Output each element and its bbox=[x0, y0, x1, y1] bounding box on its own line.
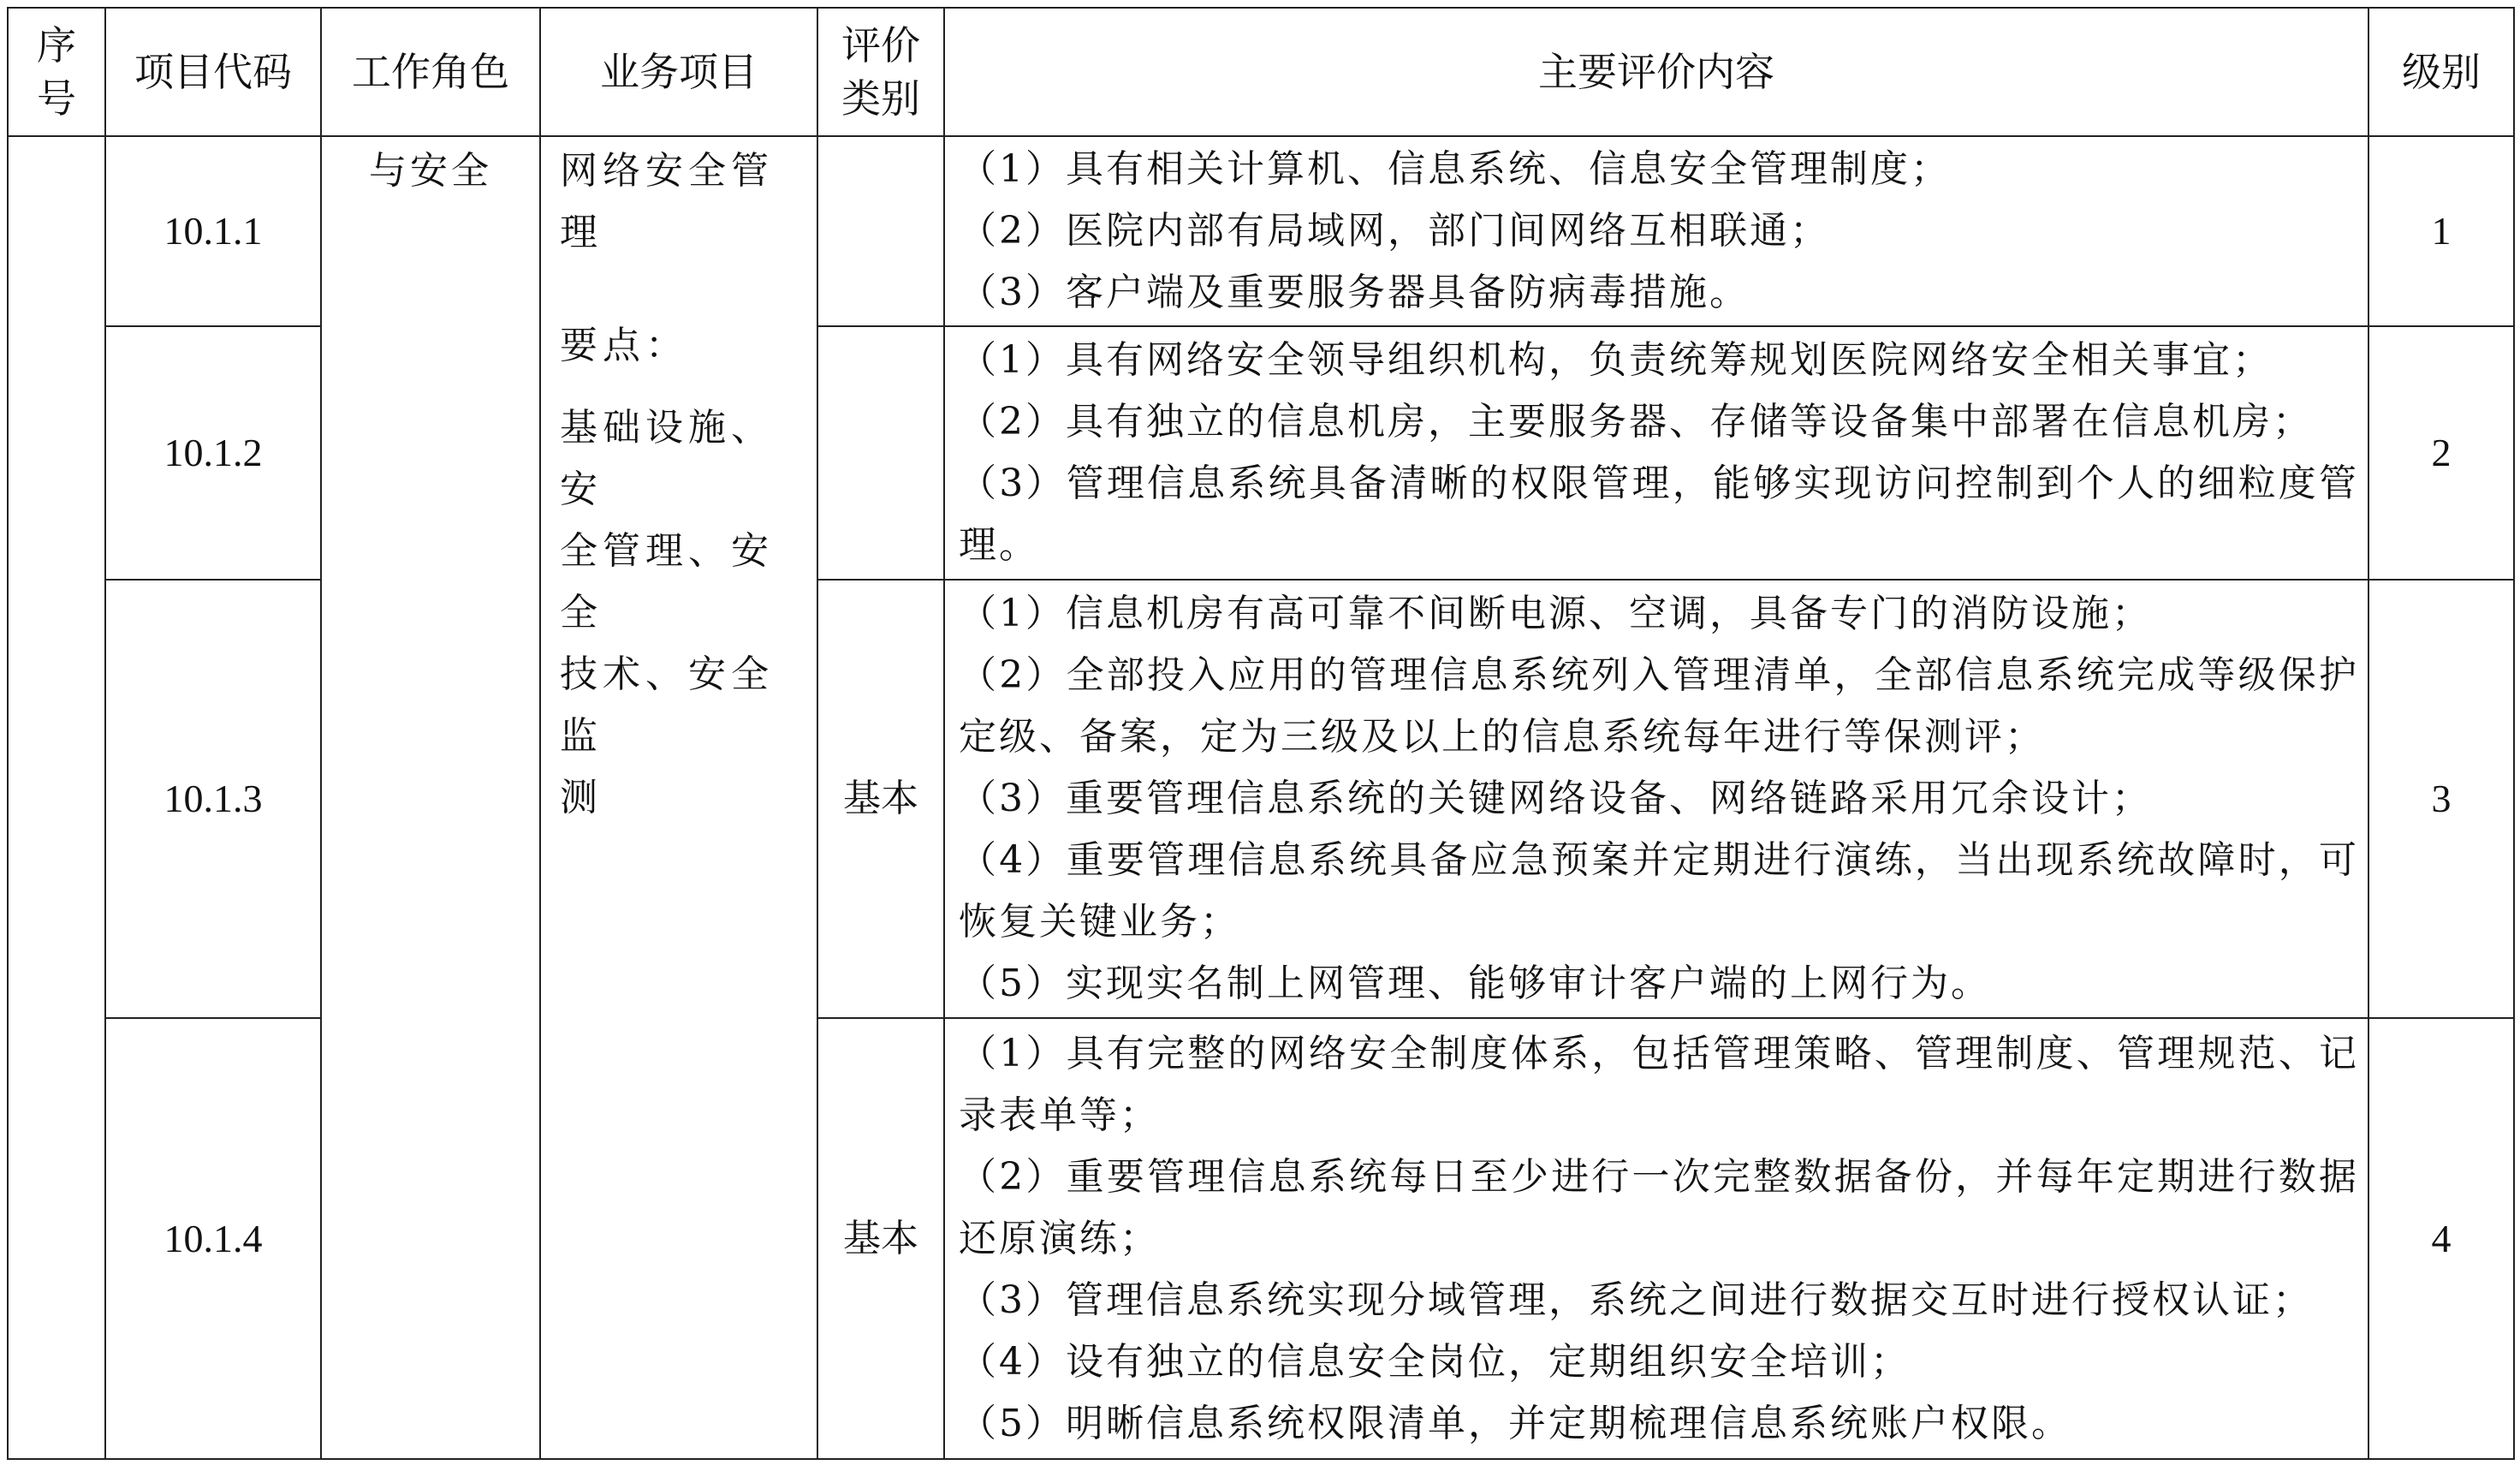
seq-cell bbox=[8, 136, 105, 1459]
header-category bbox=[817, 8, 944, 136]
content-cell bbox=[944, 136, 2368, 326]
header-seq-line2: 号 bbox=[37, 75, 76, 122]
business-points-label: 要点： bbox=[560, 324, 688, 367]
category-cell: 基本 bbox=[817, 580, 944, 1018]
category-cell: 基本 bbox=[817, 1018, 944, 1459]
content-cell bbox=[944, 580, 2368, 1018]
business-cell bbox=[540, 136, 817, 1459]
header-content: 主要评价内容 bbox=[944, 8, 2368, 136]
code-cell: 10.1.1 bbox=[105, 136, 321, 326]
content-item: （2）全部投入应用的管理信息系统列入管理清单，全部信息系统完成等级保护定级、备案，定为三级及以上的信息系统每年进行等保测评； bbox=[959, 653, 2359, 759]
code-cell: 10.1.3 bbox=[105, 580, 321, 1018]
content-cell bbox=[944, 326, 2368, 580]
content-item: （1）具有相关计算机、信息系统、信息安全管理制度； bbox=[959, 147, 1951, 191]
header-row bbox=[8, 8, 2514, 136]
content-item: （2）医院内部有局域网，部门间网络互相联通； bbox=[959, 209, 1830, 253]
level-cell: 2 bbox=[2368, 326, 2514, 580]
content-item: （2）具有独立的信息机房，主要服务器、存储等设备集中部署在信息机房； bbox=[959, 400, 2313, 444]
business-points-line2: 全管理、安全 bbox=[560, 529, 774, 634]
content-item: （4）重要管理信息系统具备应急预案并定期进行演练，当出现系统故障时，可恢复关键业务； bbox=[959, 838, 2359, 944]
category-cell bbox=[817, 326, 944, 580]
evaluation-table bbox=[7, 7, 2515, 1460]
header-seq bbox=[8, 8, 105, 136]
content-item: （3）管理信息系统具备清晰的权限管理，能够实现访问控制到个人的细粒度管理。 bbox=[959, 462, 2359, 567]
header-code: 项目代码 bbox=[105, 8, 321, 136]
header-category-line2: 类别 bbox=[841, 75, 920, 122]
role-cell: 与安全 bbox=[321, 136, 540, 1459]
content-item: （3）客户端及重要服务器具备防病毒措施。 bbox=[959, 271, 1750, 314]
business-title-line2: 理 bbox=[560, 211, 603, 254]
level-cell: 4 bbox=[2368, 1018, 2514, 1459]
business-title-line1: 网络安全管 bbox=[560, 149, 774, 193]
content-item: （3）重要管理信息系统的关键网络设备、网络链路采用冗余设计； bbox=[959, 777, 2152, 820]
header-level: 级别 bbox=[2368, 8, 2514, 136]
table-row bbox=[8, 136, 2514, 326]
business-points-line3: 技术、安全监 bbox=[560, 652, 774, 758]
code-cell: 10.1.2 bbox=[105, 326, 321, 580]
content-item: （2）重要管理信息系统每日至少进行一次完整数据备份，并每年定期进行数据还原演练； bbox=[959, 1154, 2359, 1260]
content-item: （4）设有独立的信息安全岗位，定期组织安全培训； bbox=[959, 1339, 1911, 1384]
header-role: 工作角色 bbox=[321, 8, 540, 136]
category-cell bbox=[817, 136, 944, 326]
header-business: 业务项目 bbox=[540, 8, 817, 136]
content-cell bbox=[944, 1018, 2368, 1459]
content-item: （1）具有网络安全领导组织机构，负责统筹规划医院网络安全相关事宜； bbox=[959, 338, 2273, 382]
content-item: （5）明晰信息系统权限清单，并定期梳理信息系统账户权限。 bbox=[959, 1401, 2071, 1445]
level-cell: 1 bbox=[2368, 136, 2514, 326]
header-seq-line1: 序 bbox=[37, 22, 76, 68]
content-item: （1）具有完整的网络安全制度体系，包括管理策略、管理制度、管理规范、记录表单等； bbox=[959, 1031, 2359, 1137]
content-item: （5）实现实名制上网管理、能够审计客户端的上网行为。 bbox=[959, 962, 1991, 1005]
business-points-line1: 基础设施、安 bbox=[560, 406, 774, 511]
level-cell: 3 bbox=[2368, 580, 2514, 1018]
code-cell: 10.1.4 bbox=[105, 1018, 321, 1459]
header-category-line1: 评价 bbox=[841, 22, 920, 68]
content-item: （3）管理信息系统实现分域管理，系统之间进行数据交互时进行授权认证； bbox=[959, 1277, 2313, 1322]
content-item: （1）信息机房有高可靠不间断电源、空调，具备专门的消防设施； bbox=[959, 592, 2152, 635]
business-points-line4: 测 bbox=[560, 776, 603, 819]
